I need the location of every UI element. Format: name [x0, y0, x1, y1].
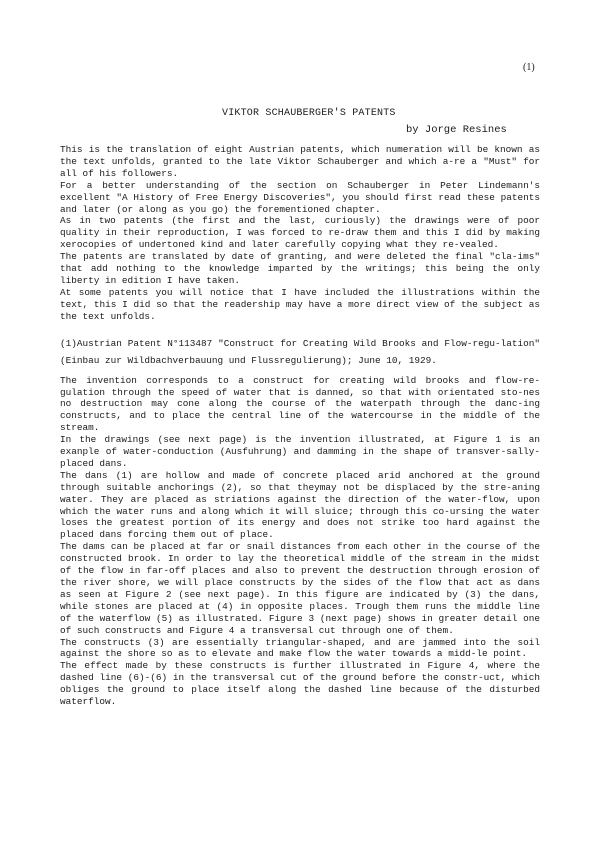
intro-paragraph: At some patents you will notice that I have included the illustrations within the text, this I did so that the readership may have a more direct view of the subject as the text unfolds.	[60, 286, 540, 322]
patent-paragraph: In the drawings (see next page) is the invention illustrated, at Figure 1 is an exanple of water-conduction (Ausfuhrung) and damming in the shape of transver-sally-placed dans.	[60, 434, 540, 469]
intro-paragraph: The patents are translated by date of granting, and were deleted the final "cla-ims" that add nothing to the knowledge imparted by the writings; this being the only liberty in edition I have taken.	[60, 251, 540, 286]
document-body	[60, 144, 540, 708]
intro-section	[60, 144, 540, 323]
page-number: (1)	[523, 62, 535, 73]
patent-paragraph: The dans (1) are hollow and made of concrete placed arid anchored at the ground through suitable anchorings (2), so that theymay not be displaced by the stre-aning water. They are placed as striations against the direction of the water-flow, upon which the water runs and along which it will sluice; through this co-ursing the water loses the greatest portion of its energy and does not strike too hard against the placed dans forcing them out of place.	[60, 469, 540, 541]
patent-heading: (1)Austrian Patent N°113487 "Construct for Creating Wild Brooks and Flow-regu-lation" (Einbau zur Wildbachverbauung und Flussregulierung); June 10, 1929.	[60, 337, 540, 366]
author-line: by Jorge Resines	[406, 124, 507, 136]
patent-section	[60, 375, 540, 708]
patent-paragraph: The invention corresponds to a construct for creating wild brooks and flow-re-gulation through the speed of water that is danned, so that with orientated sto-nes no destruction may cone along the course of the waterpath through the danc-ing constructs, and to place the central line of the watercourse in the middle of the stream.	[60, 374, 540, 434]
intro-paragraph: This is the translation of eight Austrian patents, which numeration will be known as the text unfolds, granted to the late Viktor Schauberger and which a-re a "Must" for all of his followers.	[60, 144, 540, 179]
patent-paragraph: The constructs (3) are essentially triangular-shaped, and are jammed into the soil against the shore so as to elevate and make flow the water towards a midd-le point.	[60, 636, 540, 660]
intro-paragraph: As in two patents (the first and the last, curiously) the drawings were of poor quality in their reproduction, I was forced to re-draw them and this I did by making xerocopies of undertoned kind and later carefully copying what they re-vealed.	[60, 215, 540, 251]
patent-paragraph: The dams can be placed at far or snail distances from each other in the course of the constructed brook. In order to lay the theoretical middle of the stream in the midst of the flow in far-off places and also to prevent the destruction through erosion of the river shore, we will place constructs by the sides of the flow that act as dans as seen at Figure 2 (see next page). In this figure are indicated by (3) the dans, while stones are placed at (4) in opposite places. Trough them runs the middle line of the waterflow (5) as illustrated. Figure 3 (next page) shows in greater detail one of such constructs and Figure 4 a transversal cut through one of them.	[60, 541, 540, 636]
patent-paragraph: The effect made by these constructs is further illustrated in Figure 4, where the dashed line (6)-(6) in the transversal cut of the ground before the constr-uct, which obliges the ground to place itself along the dashed line because of the disturbed waterflow.	[60, 660, 540, 708]
document-title: VIKTOR SCHAUBERGER'S PATENTS	[222, 108, 396, 119]
intro-paragraph: For a better understanding of the section on Schauberger in Peter Lindemann's excellent "A History of Free Energy Discoveries", you should first read these patents and later (or along as you go) the forementioned chapter.	[60, 179, 540, 215]
